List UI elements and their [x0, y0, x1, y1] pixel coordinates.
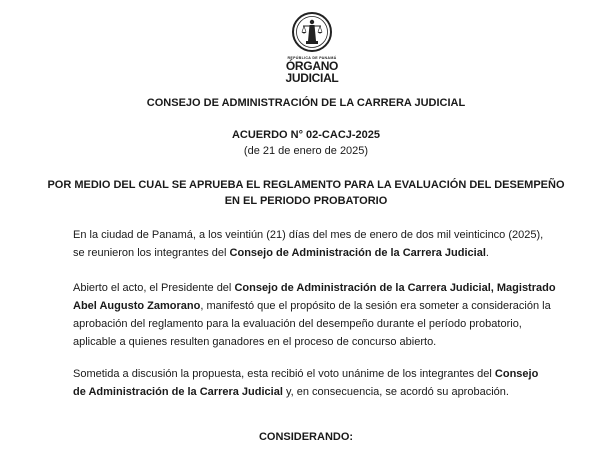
logo-organo-text: ÓRGANO [285, 59, 339, 73]
paragraph-line: Sometida a discusión la propuesta, esta recibió el voto unánime de los integrantes del Consejo [73, 368, 539, 380]
logo-republic-text: REPÚBLICA DE PANAMÁ [287, 56, 337, 60]
paragraph-line: aplicable a quienes resulten ganadores en el proceso de concurso abierto. [73, 336, 437, 348]
organo-judicial-logo [283, 10, 341, 85]
paragraph-vote [73, 365, 551, 401]
justice-emblem-icon [283, 10, 341, 56]
paragraph-line: En la ciudad de Panamá, a los veintiún (21) días del mes de enero de dos mil veinticinco (2025), [73, 229, 544, 241]
considering-heading: CONSIDERANDO: [258, 431, 354, 443]
subject-line-1: POR MEDIO DEL CUAL SE APRUEBA EL REGLAMENTO PARA LA EVALUACIÓN DEL DESEMPEÑO [47, 179, 565, 191]
logo-judicial-text: JUDICIAL [285, 71, 339, 85]
paragraph-line: aprobación del reglamento para la evaluación del desempeño durante el período probatorio, [73, 318, 522, 330]
subject-line-2: EN EL PERIODO PROBATORIO [224, 195, 388, 207]
council-heading: CONSEJO DE ADMINISTRACIÓN DE LA CARRERA JUDICIAL [146, 97, 466, 109]
paragraph-act [73, 279, 556, 351]
agreement-number: ACUERDO N° 02-CACJ-2025 [231, 129, 381, 141]
paragraph-line: se reunieron los integrantes del Consejo de Administración de la Carrera Judicial. [73, 247, 489, 259]
paragraph-opening [73, 226, 551, 262]
agreement-date: (de 21 de enero de 2025) [243, 145, 369, 157]
paragraph-line: de Administración de la Carrera Judicial y, en consecuencia, se acordó su aprobación. [73, 386, 509, 398]
paragraph-line: Abierto el acto, el Presidente del Consejo de Administración de la Carrera Judicial, Magistrado [73, 282, 556, 294]
paragraph-line: Abel Augusto Zamorano, manifestó que el propósito de la sesión era someter a consideración la [73, 300, 551, 312]
